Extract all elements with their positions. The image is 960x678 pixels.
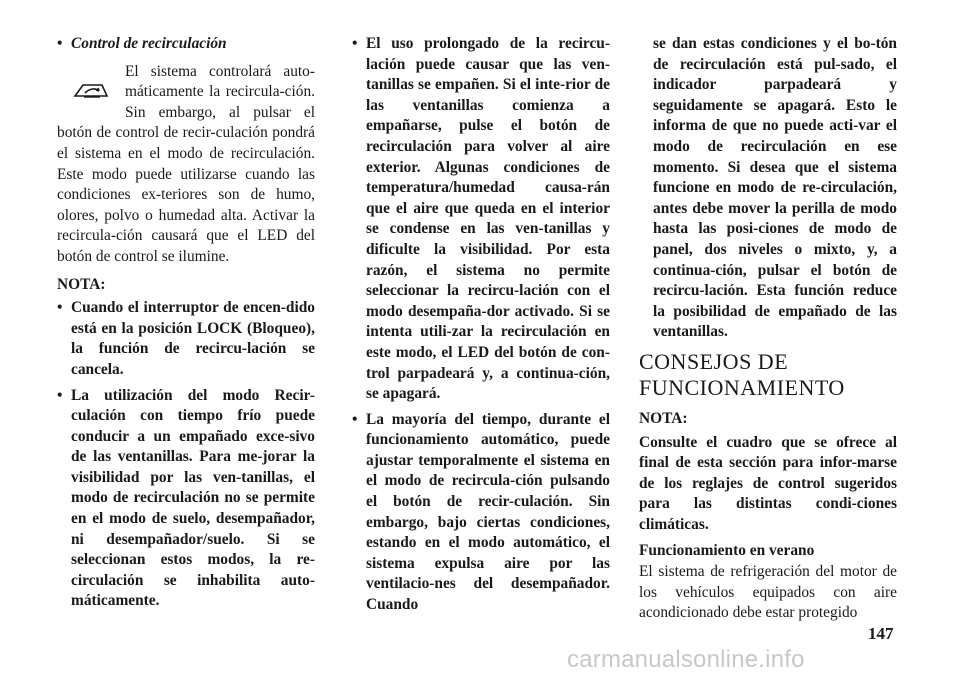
- nota-label: NOTA:: [639, 409, 688, 427]
- continued-bullet-text: se dan estas condiciones y el bo-tón de recirculación está pul-sado, el indicador parpadeará y seguidamente se apagará. Esto le informa de que no puede acti-var el modo de recirculación en ese momento. Si desea que el sistema funcione en modo de re-circulación, antes debe mover la perilla de modo hasta las posi-ciones de modo de panel, dos niveles o mixto, y, a continua-ción, pulsar el botón de recircu-lación. Esta función reduce la posibilidad de empañado de las ventanillas.: [653, 35, 897, 341]
- bullet-dot: •: [57, 386, 63, 404]
- section-title-row: [57, 34, 315, 57]
- bullet-text: Cuando el interruptor de encen-dido está en la posición LOCK (Bloqueo), la función de recircu-lación se cancela.: [71, 299, 315, 378]
- bullet-text: La utilización del modo Recir-culación con tiempo frío puede conducir a un empañado exce-sivo de las ventanillas. Para me-jorar la visibilidad por las ven-tanillas, el modo de recirculación no se permite en el modo de suelo, desempañador, ni desempañador/suelo. Si se seleccionan estos modos, la re-circulación se inhabilita auto-máticamente.: [71, 386, 315, 610]
- list-item: [352, 410, 610, 616]
- bullet-dot: •: [352, 35, 358, 52]
- list-item: [57, 386, 315, 613]
- list-item: [57, 298, 315, 380]
- nota-text: Consulte el cuadro que se ofrece al final de esta sección para infor-marse de los reglajes de control sugeridos para las distintas condi-ciones climáticas.: [639, 433, 897, 533]
- page-number: 147: [868, 624, 894, 643]
- list-item: [352, 34, 610, 405]
- nota-label: NOTA:: [57, 275, 106, 293]
- recirculation-paragraph: El sistema controlará auto-máticamente la recircula-ción. Sin embargo, al pulsar el botón de control de recir-culación pondrá el sistema en el modo de recirculación. Este modo puede utilizarse cuando las condiciones ex-teriores son de humo, olores, polvo o humedad alta. Activar la recircula-ción causará que el LED del botón de control se ilumine.: [57, 62, 315, 265]
- recirculation-icon-svg: [72, 79, 110, 103]
- column-right: [639, 34, 897, 624]
- recirculation-paragraph-block: [57, 62, 315, 268]
- recirculation-icon: [57, 62, 125, 120]
- summer-paragraph: El sistema de refrigeración del motor de los vehículos equipados con aire acondicionado debe estar protegido: [639, 563, 897, 622]
- section-heading-line1: CONSEJOS DE: [639, 348, 789, 374]
- bullet-dot: •: [352, 410, 358, 428]
- bullet-text: El uso prolongado de la recircu-lación puede causar que las ven-tanillas se empañen. Si el inte-rior de las ventanillas comienza a empañarse, pulse el botón de recirculación para volver al aire exterior. Algunas condiciones de temperatura/humedad causa-rán que el aire que queda en el interior se condense en las ven-tanillas y dificulte la visibilidad. Por esta razón, el sistema no permite seleccionar la recircu-lación con el modo desempaña-dor activado. Si se intenta utili-zar la recirculación en este modo, el LED del botón de con-trol parpadeará y, a continua-ción, se apagará.: [366, 35, 610, 403]
- column-left: [57, 34, 315, 617]
- section-heading: [639, 349, 897, 401]
- watermark: carmanualsonline.info: [567, 646, 805, 673]
- subheading: Funcionamiento en verano: [639, 542, 815, 560]
- section-heading-line2: FUNCIONAMIENTO: [639, 374, 845, 400]
- bullet-dot: •: [57, 35, 63, 52]
- bullet-dot: •: [57, 299, 63, 317]
- bullet-text: La mayoría del tiempo, durante el funcionamiento automático, puede ajustar temporalmente el sistema en el modo de recircula-ción pulsando el botón de recir-culación. Sin embargo, bajo ciertas condiciones, estando en el modo automático, el sistema expulsa aire por las ventilacio-nes del desempañador. Cuando: [366, 410, 610, 614]
- section-title: Control de recirculación: [71, 35, 227, 52]
- column-middle: [352, 34, 610, 621]
